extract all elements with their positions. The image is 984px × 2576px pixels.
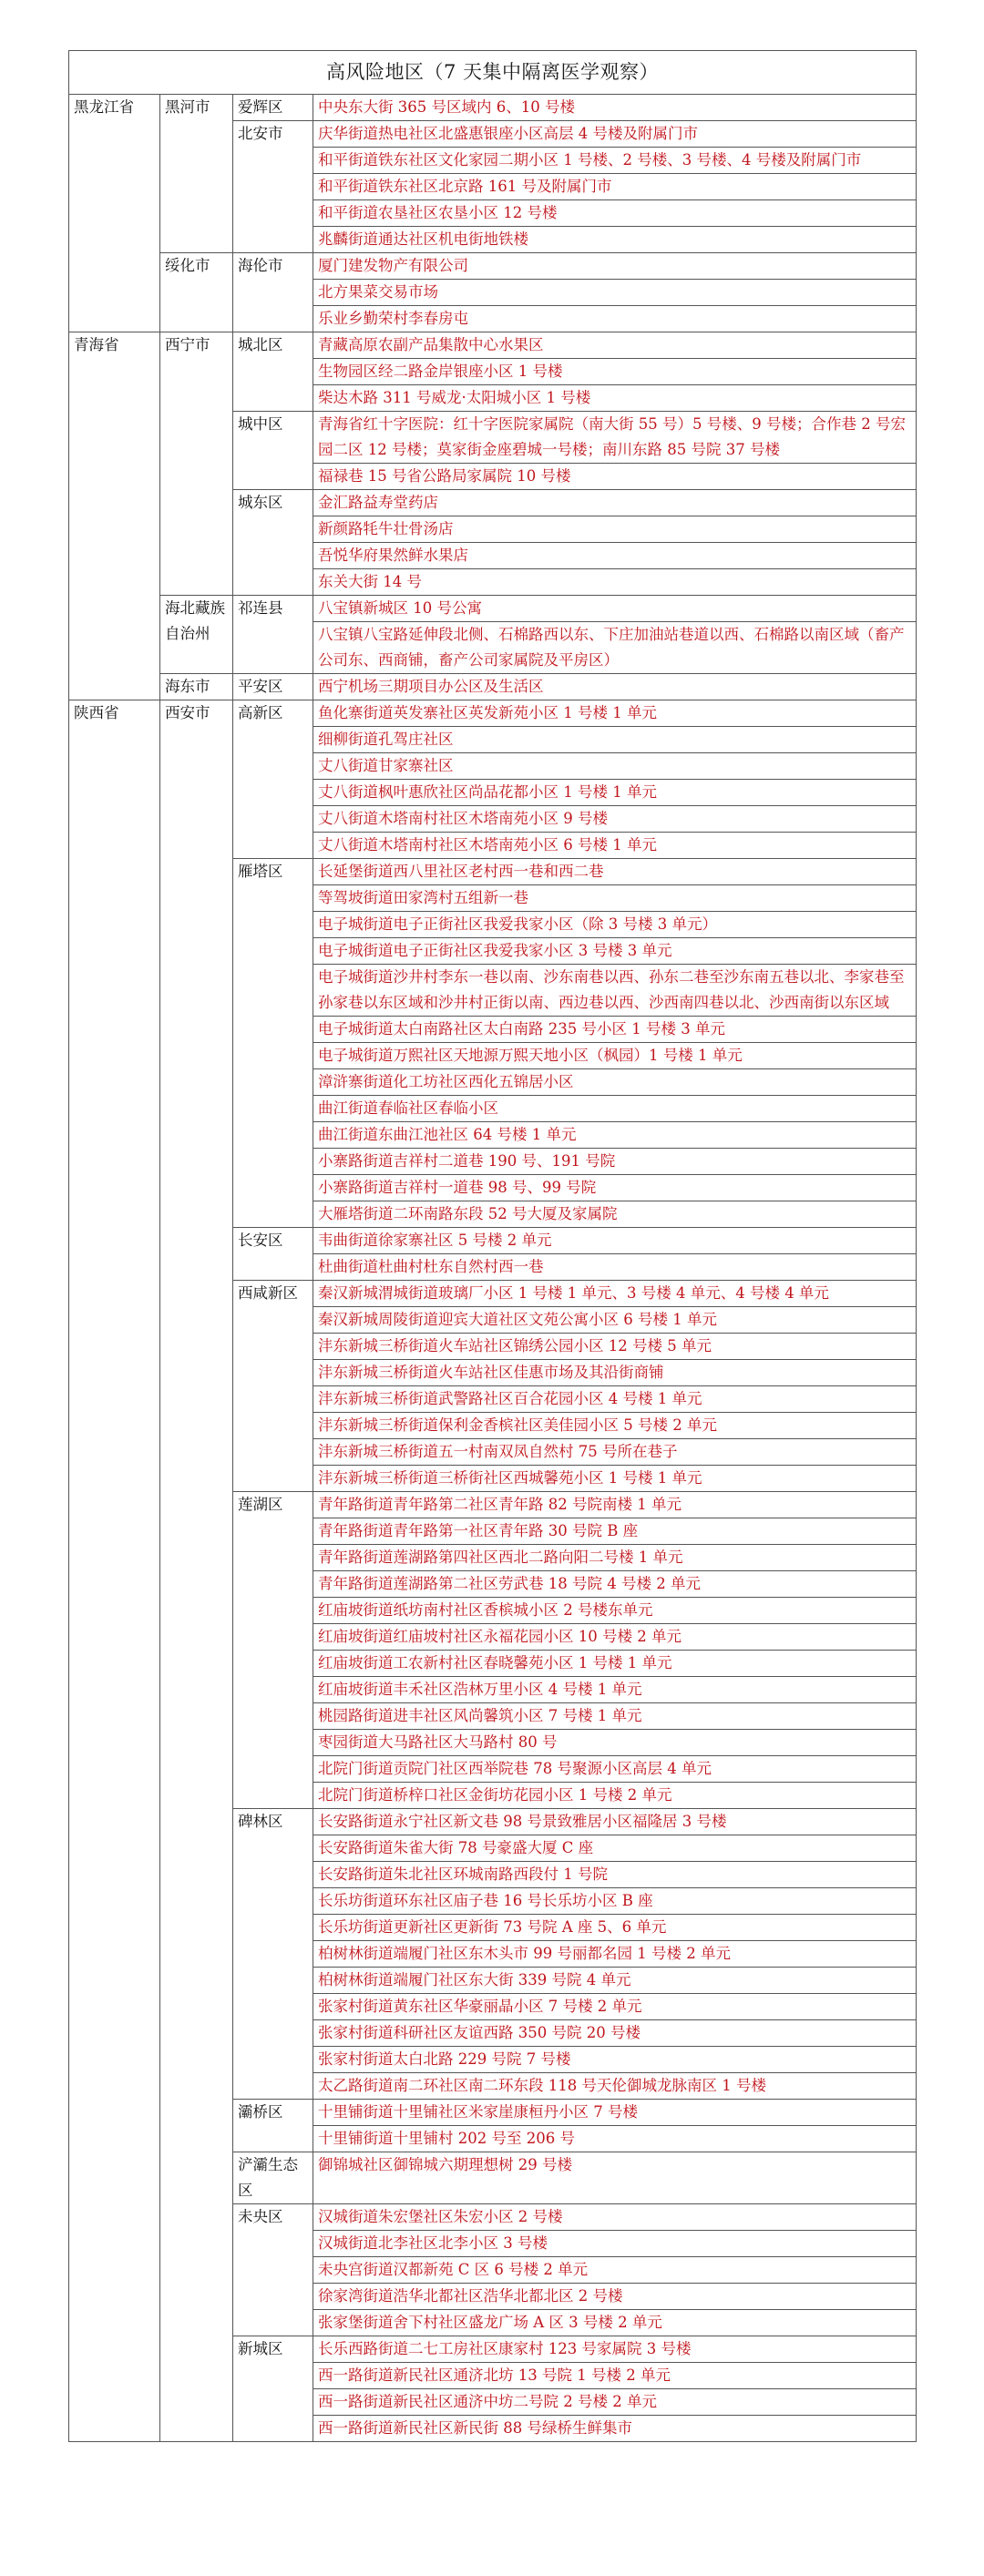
address-cell: 福禄巷 15 号省公路局家属院 10 号楼 [313,464,917,490]
address-cell: 杜曲街道杜曲村杜东自然村西一巷 [313,1254,917,1281]
address-cell: 张家堡街道舍下村社区盛龙广场 A 区 3 号楼 2 单元 [313,2310,917,2336]
district-cell: 爱辉区 [233,95,313,121]
address-cell: 秦汉新城周陵街道迎宾大道社区文苑公寓小区 6 号楼 1 单元 [313,1307,917,1334]
district-cell: 雁塔区 [233,859,313,1228]
city-cell: 西宁市 [160,332,233,596]
address-cell: 秦汉新城渭城街道玻璃厂小区 1 号楼 1 单元、3 号楼 4 单元、4 号楼 4 单元 [313,1281,917,1307]
address-cell: 乐业乡勤荣村李春房屯 [313,306,917,332]
address-cell: 十里铺街道十里铺社区米家崖康桓丹小区 7 号楼 [313,2100,917,2126]
address-cell: 未央宫街道汉都新苑 C 区 6 号楼 2 单元 [313,2257,917,2284]
address-cell: 红庙坡街道红庙坡村社区永福花园小区 10 号楼 2 单元 [313,1624,917,1651]
address-cell: 桃园路街道进丰社区风尚馨筑小区 7 号楼 1 单元 [313,1703,917,1730]
address-cell: 庆华街道热电社区北盛惠银座小区高层 4 号楼及附属门市 [313,121,917,148]
address-cell: 长乐坊街道更新社区更新街 73 号院 A 座 5、6 单元 [313,1915,917,1941]
high-risk-area-table [68,50,917,2442]
district-cell: 祁连县 [233,596,313,674]
address-cell: 电子城街道万熙社区天地源万熙天地小区（枫园）1 号楼 1 单元 [313,1043,917,1069]
title-row [69,51,917,95]
address-cell: 小寨路街道吉祥村一道巷 98 号、99 号院 [313,1175,917,1201]
address-cell: 新颜路牦牛壮骨汤店 [313,516,917,543]
address-cell: 和平街道铁东社区文化家园二期小区 1 号楼、2 号楼、3 号楼、4 号楼及附属门市 [313,148,917,174]
province-cell: 黑龙江省 [69,95,160,332]
address-cell: 沣东新城三桥街道火车站社区锦绣公园小区 12 号楼 5 单元 [313,1334,917,1360]
address-cell: 八宝镇八宝路延伸段北侧、石棉路西以东、下庄加油站巷道以西、石棉路以南区域（畜产公司东、西商铺，畜产公司家属院及平房区） [313,622,917,674]
address-cell: 等驾坡街道田家湾村五组新一巷 [313,885,917,912]
district-cell: 新城区 [233,2336,313,2442]
province-cell: 陕西省 [69,700,160,2442]
address-cell: 西宁机场三期项目办公区及生活区 [313,674,917,700]
address-cell: 张家村街道科研社区友谊西路 350 号院 20 号楼 [313,2020,917,2047]
address-cell: 长安路街道朱雀大街 78 号豪盛大厦 C 座 [313,1835,917,1862]
page-title: 高风险地区（7 天集中隔离医学观察） [69,51,917,95]
district-cell: 长安区 [233,1228,313,1281]
address-cell: 青藏高原农副产品集散中心水果区 [313,332,917,359]
district-cell: 城中区 [233,412,313,490]
city-cell: 海北藏族自治州 [160,596,233,674]
address-cell: 张家村街道太白北路 229 号院 7 号楼 [313,2047,917,2073]
address-cell: 柏树林街道端履门社区东大街 339 号院 4 单元 [313,1968,917,1994]
address-cell: 漳浒寨街道化工坊社区西化五锦居小区 [313,1069,917,1096]
district-cell: 城东区 [233,490,313,596]
district-cell: 城北区 [233,332,313,412]
address-cell: 十里铺街道十里铺村 202 号至 206 号 [313,2126,917,2152]
address-cell: 沣东新城三桥街道火车站社区佳惠市场及其沿街商铺 [313,1360,917,1386]
address-cell: 电子城街道电子正街社区我爱我家小区 3 号楼 3 单元 [313,938,917,965]
address-cell: 丈八街道木塔南村社区木塔南苑小区 9 号楼 [313,806,917,833]
address-cell: 鱼化寨街道英发寨社区英发新苑小区 1 号楼 1 单元 [313,700,917,727]
address-cell: 御锦城社区御锦城六期理想树 29 号楼 [313,2152,917,2204]
address-cell: 电子城街道沙井村李东一巷以南、沙东南巷以西、孙东二巷至沙东南五巷以北、李家巷至孙家巷以东区域和沙井村正街以南、西边巷以西、沙西南四巷以北、沙西南街以东区域 [313,965,917,1017]
address-cell: 八宝镇新城区 10 号公寓 [313,596,917,622]
address-cell: 韦曲街道徐家寨社区 5 号楼 2 单元 [313,1228,917,1254]
address-cell: 生物园区经二路金岸银座小区 1 号楼 [313,359,917,385]
address-cell: 中央东大街 365 号区域内 6、10 号楼 [313,95,917,121]
table-row [69,700,917,727]
address-cell: 西一路街道新民社区通济北坊 13 号院 1 号楼 2 单元 [313,2363,917,2389]
city-cell: 海东市 [160,674,233,700]
district-cell: 高新区 [233,700,313,859]
address-cell: 和平街道铁东社区北京路 161 号及附属门市 [313,174,917,200]
address-cell: 北院门街道贡院门社区西举院巷 78 号聚源小区高层 4 单元 [313,1756,917,1783]
district-cell: 莲湖区 [233,1492,313,1809]
address-cell: 电子城街道电子正街社区我爱我家小区（除 3 号楼 3 单元） [313,912,917,938]
city-cell: 黑河市 [160,95,233,253]
address-cell: 电子城街道太白南路社区太白南路 235 号小区 1 号楼 3 单元 [313,1017,917,1043]
address-cell: 柏树林街道端履门社区东木头市 99 号丽都名园 1 号楼 2 单元 [313,1941,917,1968]
address-cell: 青海省红十字医院：红十字医院家属院（南大街 55 号）5 号楼、9 号楼；合作巷 2 号宏园二区 12 号楼；莫家街金座碧城一号楼；南川东路 85 号院 37 号楼 [313,412,917,464]
address-cell: 吾悦华府果然鲜水果店 [313,543,917,569]
table-row [69,596,917,622]
quarantine-document [68,50,916,2442]
address-cell: 红庙坡街道纸坊南村社区香槟城小区 2 号楼东单元 [313,1598,917,1624]
address-cell: 长乐西路街道二七工房社区康家村 123 号家属院 3 号楼 [313,2336,917,2363]
address-cell: 丈八街道甘家寨社区 [313,753,917,780]
address-cell: 和平街道农垦社区农垦小区 12 号楼 [313,200,917,227]
district-cell: 西咸新区 [233,1281,313,1492]
address-cell: 北方果菜交易市场 [313,280,917,306]
district-cell: 海伦市 [233,253,313,332]
address-cell: 丈八街道枫叶惠欣社区尚品花都小区 1 号楼 1 单元 [313,780,917,806]
address-cell: 沣东新城三桥街道武警路社区百合花园小区 4 号楼 1 单元 [313,1386,917,1413]
table-row [69,95,917,121]
address-cell: 细柳街道孔驾庄社区 [313,727,917,753]
address-cell: 东关大街 14 号 [313,569,917,596]
table-row [69,332,917,359]
address-cell: 汉城街道北李社区北李小区 3 号楼 [313,2231,917,2257]
address-cell: 长安路街道永宁社区新文巷 98 号景致雅居小区福隆居 3 号楼 [313,1809,917,1835]
address-cell: 小寨路街道吉祥村二道巷 190 号、191 号院 [313,1149,917,1175]
city-cell: 绥化市 [160,253,233,332]
address-cell: 金汇路益寿堂药店 [313,490,917,516]
district-cell: 碑林区 [233,1809,313,2100]
district-cell: 北安市 [233,121,313,253]
address-cell: 曲江街道东曲江池社区 64 号楼 1 单元 [313,1122,917,1149]
address-cell: 青年路街道青年路第一社区青年路 30 号院 B 座 [313,1518,917,1545]
address-cell: 长延堡街道西八里社区老村西一巷和西二巷 [313,859,917,885]
table-row [69,674,917,700]
address-cell: 汉城街道朱宏堡社区朱宏小区 2 号楼 [313,2204,917,2231]
district-cell: 未央区 [233,2204,313,2336]
address-cell: 大雁塔街道二环南路东段 52 号大厦及家属院 [313,1201,917,1228]
address-cell: 西一路街道新民社区通济中坊二号院 2 号楼 2 单元 [313,2389,917,2416]
address-cell: 太乙路街道南二环社区南二环东段 118 号天伦御城龙脉南区 1 号楼 [313,2073,917,2100]
table-row [69,253,917,280]
city-cell: 西安市 [160,700,233,2442]
address-cell: 沣东新城三桥街道三桥街社区西城馨苑小区 1 号楼 1 单元 [313,1466,917,1492]
address-cell: 西一路街道新民社区新民街 88 号绿桥生鲜集市 [313,2416,917,2442]
address-cell: 北院门街道桥梓口社区金街坊花园小区 1 号楼 2 单元 [313,1783,917,1809]
district-cell: 浐灞生态区 [233,2152,313,2204]
address-cell: 沣东新城三桥街道五一村南双凤自然村 75 号所在巷子 [313,1439,917,1466]
address-cell: 兆麟街道通达社区机电街地铁楼 [313,227,917,253]
address-cell: 红庙坡街道丰禾社区浩林万里小区 4 号楼 1 单元 [313,1677,917,1703]
address-cell: 柴达木路 311 号威龙·太阳城小区 1 号楼 [313,385,917,412]
address-cell: 厦门建发物产有限公司 [313,253,917,280]
address-cell: 青年路街道莲湖路第四社区西北二路向阳二号楼 1 单元 [313,1545,917,1571]
address-cell: 红庙坡街道工农新村社区春晓馨苑小区 1 号楼 1 单元 [313,1651,917,1677]
address-cell: 长安路街道朱北社区环城南路西段付 1 号院 [313,1862,917,1888]
district-cell: 平安区 [233,674,313,700]
address-cell: 枣园街道大马路社区大马路村 80 号 [313,1730,917,1756]
address-cell: 长乐坊街道环东社区庙子巷 16 号长乐坊小区 B 座 [313,1888,917,1915]
province-cell: 青海省 [69,332,160,700]
address-cell: 张家村街道黄东社区华豪丽晶小区 7 号楼 2 单元 [313,1994,917,2020]
address-cell: 徐家湾街道浩华北都社区浩华北都北区 2 号楼 [313,2284,917,2310]
district-cell: 灞桥区 [233,2100,313,2152]
address-cell: 青年路街道青年路第二社区青年路 82 号院南楼 1 单元 [313,1492,917,1518]
address-cell: 沣东新城三桥街道保利金香槟社区美佳园小区 5 号楼 2 单元 [313,1413,917,1439]
address-cell: 青年路街道莲湖路第二社区劳武巷 18 号院 4 号楼 2 单元 [313,1571,917,1598]
address-cell: 丈八街道木塔南村社区木塔南苑小区 6 号楼 1 单元 [313,833,917,859]
address-cell: 曲江街道春临社区春临小区 [313,1096,917,1122]
